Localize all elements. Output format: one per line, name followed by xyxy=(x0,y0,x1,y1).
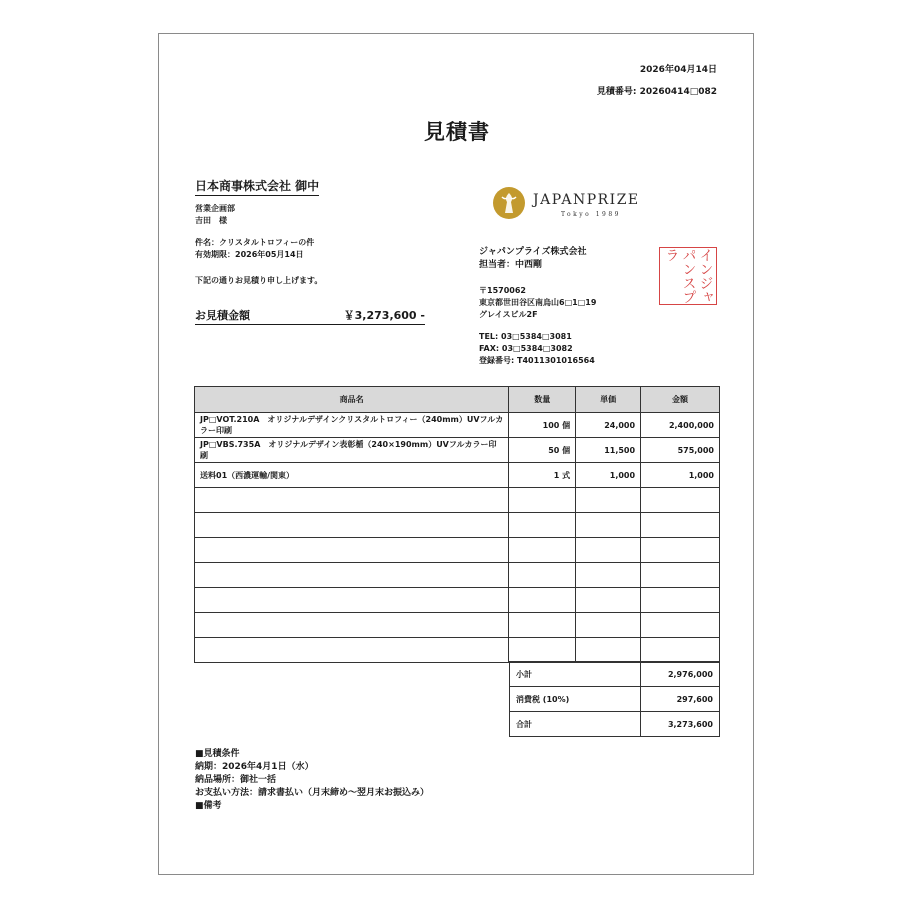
issuer-postal: 〒1570062 xyxy=(479,286,526,295)
item-unit-price: 11,500 xyxy=(576,438,641,463)
company-seal-stamp: インジャパンスプラ xyxy=(659,247,717,305)
delivery-place: 納品場所：御社一括 xyxy=(195,775,277,785)
quote-amount-value: ￥3,273,600 - xyxy=(343,309,425,322)
issuer-fax: FAX: 03□5384□3082 xyxy=(479,344,573,353)
items-header-row xyxy=(195,387,720,413)
table-row xyxy=(195,413,720,438)
item-unit-price: 24,000 xyxy=(576,413,641,438)
trophy-emblem-icon xyxy=(493,187,525,219)
item-name: JP□VBS.735A オリジナルデザイン表彰楯（240×190mm）UVフルカラー印刷 xyxy=(195,438,509,463)
issuer-tel: TEL: 03□5384□3081 xyxy=(479,332,572,341)
empty-row xyxy=(195,563,720,588)
delivery-date: 納期：2026年4月1日（水） xyxy=(195,762,314,772)
total-value: 3,273,600 xyxy=(641,712,720,737)
quote-amount xyxy=(195,307,425,325)
empty-row xyxy=(195,538,720,563)
document-title: 見積書 xyxy=(424,120,490,144)
empty-row xyxy=(195,588,720,613)
issuer-registration: 登録番号: T4011301016564 xyxy=(479,356,595,365)
empty-row xyxy=(195,488,720,513)
remarks-heading: ■備考 xyxy=(195,801,222,811)
issuer-company: ジャパンプライズ株式会社 xyxy=(479,247,587,257)
totals-table xyxy=(509,661,720,737)
issuer-contact xyxy=(479,331,595,367)
item-quantity: 100 個 xyxy=(509,413,576,438)
client-department: 営業企画部 xyxy=(195,204,235,213)
table-row xyxy=(195,463,720,488)
quote-subject: 件名：クリスタルトロフィーの件 xyxy=(195,238,315,247)
issuer-address-line2: グレイスビル2F xyxy=(479,310,538,319)
client-name: 日本商事株式会社 御中 xyxy=(195,177,319,196)
tax-value: 297,600 xyxy=(641,687,720,712)
subtotal-value: 2,976,000 xyxy=(641,662,720,687)
issuer-address xyxy=(479,285,596,321)
quote-conditions xyxy=(195,748,429,813)
logo-tagline: Tokyo 1989 xyxy=(561,211,621,218)
empty-row xyxy=(195,513,720,538)
item-name: JP□VOT.210A オリジナルデザインクリスタルトロフィー（240mm）UVフルカラー印刷 xyxy=(195,413,509,438)
issuer-person: 担当者：中西剛 xyxy=(479,260,543,270)
logo-wordmark: JAPANPRIZE xyxy=(533,192,640,208)
greeting-text: 下記の通りお見積り申し上げます。 xyxy=(195,276,323,285)
client-person: 吉田 様 xyxy=(195,216,227,225)
valid-until: 有効期限：2026年05月14日 xyxy=(195,250,304,259)
client-contact xyxy=(195,203,235,227)
item-quantity: 50 個 xyxy=(509,438,576,463)
subtotal-label: 小計 xyxy=(510,662,641,687)
issuer-address-line1: 東京都世田谷区南烏山6□1□19 xyxy=(479,298,597,307)
header-amount: 金額 xyxy=(641,387,720,413)
quote-amount-label: お見積金額 xyxy=(195,309,250,322)
item-amount: 2,400,000 xyxy=(641,413,720,438)
item-amount: 1,000 xyxy=(641,463,720,488)
item-unit-price: 1,000 xyxy=(576,463,641,488)
total-row xyxy=(510,712,720,737)
tax-label: 消費税 (10%) xyxy=(510,687,641,712)
empty-row xyxy=(195,638,720,663)
issuer-company-block xyxy=(479,246,586,272)
tax-row xyxy=(510,687,720,712)
quote-number: 見積番号: 20260414□082 xyxy=(596,87,717,97)
items-table xyxy=(194,386,720,663)
conditions-heading: ■見積条件 xyxy=(195,749,240,759)
table-row xyxy=(195,438,720,463)
header-unit-price: 単価 xyxy=(576,387,641,413)
header-quantity: 数量 xyxy=(509,387,576,413)
subtotal-row xyxy=(510,662,720,687)
header-product: 商品名 xyxy=(195,387,509,413)
total-label: 合計 xyxy=(510,712,641,737)
company-logo xyxy=(493,184,663,224)
quote-document xyxy=(158,33,754,875)
quote-subject-block xyxy=(195,237,314,261)
empty-row xyxy=(195,613,720,638)
issue-date: 2026年04月14日 xyxy=(639,65,717,75)
payment-method: お支払い方法：請求書払い（月末締め～翌月末お振込み） xyxy=(195,788,430,798)
item-quantity: 1 式 xyxy=(509,463,576,488)
item-name: 送料01（西濃運輸/関東） xyxy=(195,463,509,488)
item-amount: 575,000 xyxy=(641,438,720,463)
